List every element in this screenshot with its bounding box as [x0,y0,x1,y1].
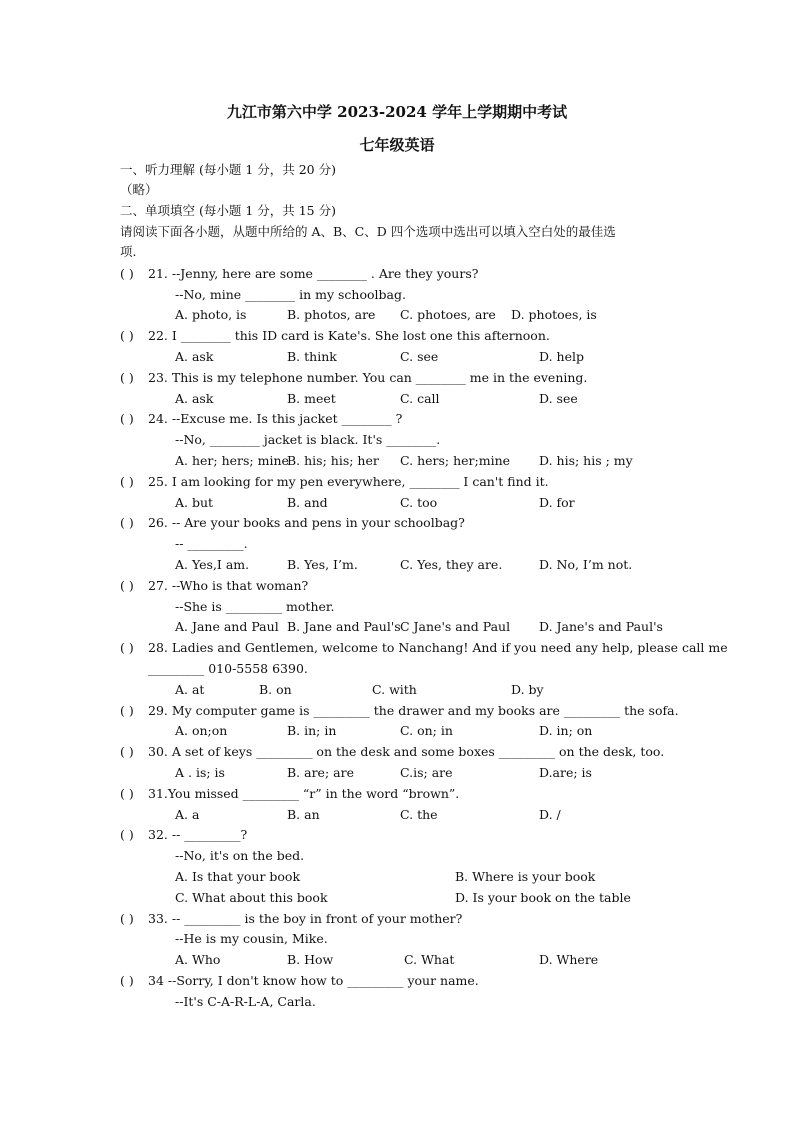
option-c: C. see [400,349,439,364]
answer-bracket[interactable]: ( ) [120,474,134,489]
option-a: A. ask [175,349,214,364]
answer-bracket[interactable]: ( ) [120,911,134,926]
question-stem-2: --No, ________ jacket is black. It's ________. [175,432,441,447]
question-stem-2: --No, mine ________ in my schoolbag. [175,287,406,302]
option-d: D. Jane's and Paul's [539,619,663,634]
option-d: D. for [539,495,575,510]
option-d: D.are; is [539,765,592,780]
option-a: A. on;on [175,723,228,738]
option-c: C Jane's and Paul [400,619,511,634]
answer-bracket[interactable]: ( ) [120,266,134,281]
question-stem: 27. --Who is that woman? [148,578,309,593]
option-d: D. No, I’m not. [539,557,633,572]
option-c: C.is; are [400,765,453,780]
option-b: B. meet [287,391,336,406]
option-d: D. in; on [539,723,593,738]
question-stem: 26. -- Are your books and pens in your schoolbag? [148,515,465,530]
answer-bracket[interactable]: ( ) [120,578,134,593]
question-stem: 25. I am looking for my pen everywhere, ________ I can't find it. [148,474,549,489]
exam-subtitle: 七年级英语 [359,136,435,154]
option-c: C. call [400,391,440,406]
option-a: A. Yes,I am. [175,557,250,572]
answer-bracket[interactable]: ( ) [120,370,134,385]
option-d: D. / [539,807,561,822]
section-single-choice: 二、单项填空 (每小题 1 分，共 15 分) [120,203,336,218]
option-a: A. at [175,682,205,697]
option-c: C. Yes, they are. [400,557,503,572]
option-d: D. Where [539,952,599,967]
instruction-line-1: 请阅读下面各小题，从题中所给的 A、B、C、D 四个选项中选出可以填入空白处的最佳选 [120,224,616,239]
question-stem: 34 --Sorry, I don't know how to _________ your name. [148,973,479,988]
option-d: D. see [539,391,578,406]
instruction-line-2: 项. [120,244,137,259]
option-a: A. a [175,807,200,822]
option-a: A. photo, is [175,307,247,322]
answer-bracket[interactable]: ( ) [120,328,134,343]
question-stem-2: --He is my cousin, Mike. [175,931,328,946]
option-a: A. ask [175,391,214,406]
option-c: C. What [404,952,455,967]
option-d: D. photoes, is [511,307,597,322]
option-c: C. too [400,495,438,510]
answer-bracket[interactable]: ( ) [120,411,134,426]
option-a: A. Is that your book [175,869,301,884]
option-d: D. by [511,682,544,697]
question-stem-2: --She is _________ mother. [175,599,335,614]
question-stem: 33. -- _________ is the boy in front of your mother? [148,911,463,926]
option-b: B. Yes, I’m. [287,557,358,572]
answer-bracket[interactable]: ( ) [120,515,134,530]
option-b: B. How [287,952,334,967]
option-d: D. Is your book on the table [455,890,631,905]
option-b: B. on [259,682,292,697]
answer-bracket[interactable]: ( ) [120,744,134,759]
option-a: A. her; hers; mine [175,453,289,468]
option-b: B. are; are [287,765,354,780]
question-stem: 22. I ________ this ID card is Kate's. She lost one this afternoon. [148,328,550,343]
option-c: C. What about this book [175,890,328,905]
option-c: C. the [400,807,438,822]
answer-bracket[interactable]: ( ) [120,640,134,655]
question-stem: 28. Ladies and Gentlemen, welcome to Nanchang! And if you need any help, please call me [148,640,728,655]
question-stem: 30. A set of keys _________ on the desk and some boxes _________ on the desk, too. [148,744,665,759]
option-b: B. his; his; her [287,453,379,468]
question-stem-2: -- _________. [175,536,248,551]
answer-bracket[interactable]: ( ) [120,973,134,988]
answer-bracket[interactable]: ( ) [120,786,134,801]
option-d: D. help [539,349,584,364]
question-stem-2: --It's C-A-R-L-A, Carla. [175,994,316,1009]
option-b: B. Jane and Paul's [287,619,401,634]
option-a: A. Who [175,952,221,967]
answer-bracket[interactable]: ( ) [120,827,134,842]
option-c: C. with [372,682,417,697]
option-c: C. hers; her;mine [400,453,511,468]
option-a: A . is; is [175,765,225,780]
option-b: B. Where is your book [455,869,596,884]
option-b: B. photos, are [287,307,376,322]
question-stem: 31.You missed _________ “r” in the word “brown”. [148,786,460,801]
question-stem-2: _________ 010-5558 6390. [148,661,308,676]
listening-note: （略） [120,182,158,197]
option-b: B. and [287,495,328,510]
question-stem: 21. --Jenny, here are some ________ . Are they yours? [148,266,479,281]
section-listening: 一、听力理解 (每小题 1 分，共 20 分) [120,162,336,177]
question-stem: 24. --Excuse me. Is this jacket ________ ? [148,411,403,426]
option-c: C. photoes, are [400,307,496,322]
option-d: D. his; his ; my [539,453,633,468]
question-stem-2: --No, it's on the bed. [175,848,305,863]
option-b: B. an [287,807,320,822]
option-c: C. on; in [400,723,453,738]
question-stem: 32. -- _________? [148,827,248,842]
option-b: B. in; in [287,723,337,738]
option-a: A. Jane and Paul [175,619,279,634]
answer-bracket[interactable]: ( ) [120,703,134,718]
option-a: A. but [175,495,214,510]
question-stem: 23. This is my telephone number. You can ________ me in the evening. [148,370,588,385]
question-stem: 29. My computer game is _________ the drawer and my books are _________ the sofa. [148,703,679,718]
option-b: B. think [287,349,337,364]
exam-title: 九江市第六中学 2023-2024 学年上学期期中考试 [226,103,568,121]
